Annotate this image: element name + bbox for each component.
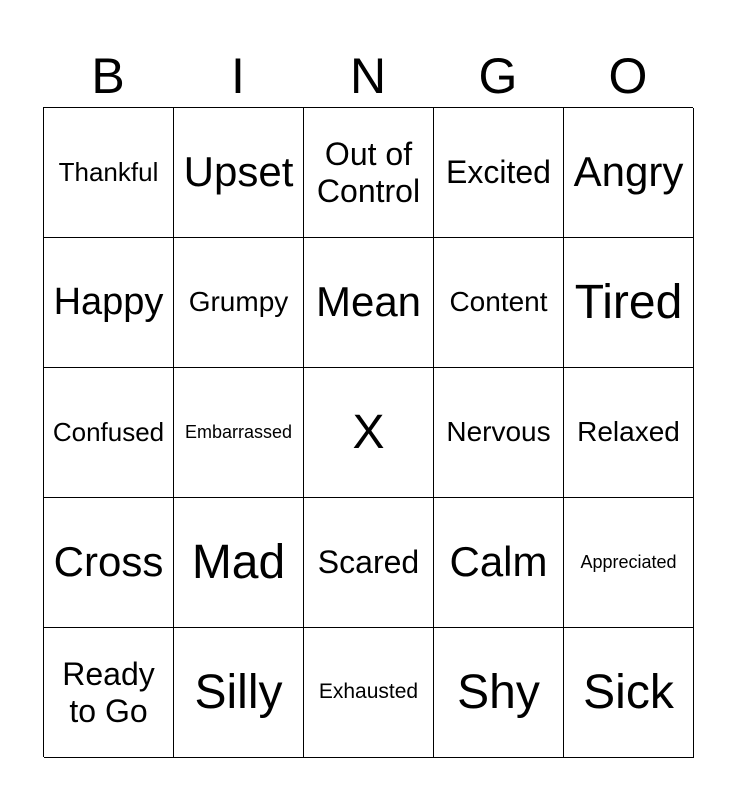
bingo-cell[interactable]: Angry [564, 108, 694, 238]
bingo-cell[interactable]: Grumpy [174, 238, 304, 368]
header-letter-i: I [231, 48, 245, 104]
free-space-cell[interactable]: X [304, 368, 434, 498]
bingo-cell[interactable]: Thankful [44, 108, 174, 238]
bingo-cell[interactable]: Shy [434, 628, 564, 758]
bingo-board [43, 107, 693, 757]
bingo-cell[interactable]: Happy [44, 238, 174, 368]
bingo-cell[interactable]: Calm [434, 498, 564, 628]
bingo-cell[interactable]: Mean [304, 238, 434, 368]
bingo-cell[interactable]: Mad [174, 498, 304, 628]
header-letter-n: N [349, 48, 387, 104]
bingo-cell[interactable]: Cross [44, 498, 174, 628]
bingo-cell[interactable]: Appreciated [564, 498, 694, 628]
bingo-cell[interactable]: Silly [174, 628, 304, 758]
bingo-cell[interactable]: Relaxed [564, 368, 694, 498]
header-letter-g: G [478, 48, 518, 104]
bingo-cell[interactable]: Tired [564, 238, 694, 368]
bingo-cell[interactable]: Exhausted [304, 628, 434, 758]
header-letter-b: B [91, 48, 125, 104]
bingo-cell[interactable]: Excited [434, 108, 564, 238]
bingo-cell[interactable]: Out of Control [304, 108, 434, 238]
bingo-cell[interactable]: Confused [44, 368, 174, 498]
bingo-cell[interactable]: Content [434, 238, 564, 368]
bingo-cell[interactable]: Embarrassed [174, 368, 304, 498]
bingo-cell[interactable]: Ready to Go [44, 628, 174, 758]
bingo-cell[interactable]: Upset [174, 108, 304, 238]
bingo-cell[interactable]: Sick [564, 628, 694, 758]
header-letter-o: O [608, 48, 648, 104]
bingo-cell[interactable]: Nervous [434, 368, 564, 498]
bingo-cell[interactable]: Scared [304, 498, 434, 628]
bingo-header [43, 45, 693, 107]
